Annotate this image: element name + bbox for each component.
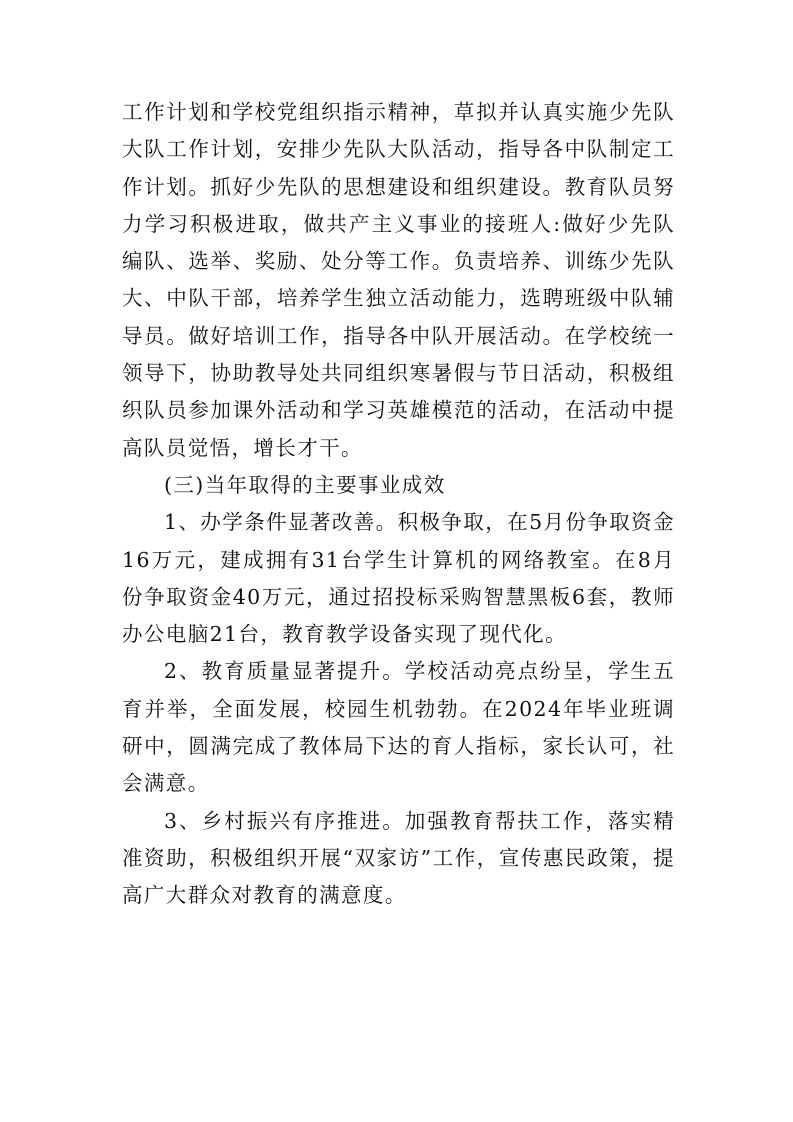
continuation-paragraph: 工作计划和学校党组织指示精神，草拟并认真实施少先队大队工作计划，安排少先队大队活动，指导各中队制定工作计划。抓好少先队的思想建设和组织建设。教育队员努力学习积极进取，做共产主义事业的接班人:做好少先队编队、选举、奖励、处分等工作。负责培养、训练少先队大、中队干部，培养学生独立活动能力，选聘班级中队辅导员。做好培训工作，指导各中队开展活动。在学校统一领导下，协助教导处共同组织寒暑假与节日活动，积极组织队员参加课外活动和学习英雄模范的活动，在活动中提高队员觉悟，增长才干。: [122, 100, 675, 460]
section-heading: (三)当年取得的主要事业成效: [164, 472, 446, 497]
list-item: 1、办学条件显著改善。积极争取，在5月份争取资金16万元，建成拥有31台学生计算机的网络教室。在8月份争取资金40万元，通过招投标采购智慧黑板6套，教师办公电脑21台，教育教学设备实现了现代化。: [122, 510, 675, 647]
list-item: 3、乡村振兴有序推进。加强教育帮扶工作，落实精准资助，积极组织开展“双家访”工作，宣传惠民政策，提高广大群众对教育的满意度。: [122, 808, 675, 908]
list-item: 2、教育质量显著提升。学校活动亮点纷呈，学生五育并举，全面发展，校园生机勃勃。在2024年毕业班调研中，圆满完成了教体局下达的育人指标，家长认可，社会满意。: [122, 659, 675, 796]
document-body: [122, 94, 675, 915]
